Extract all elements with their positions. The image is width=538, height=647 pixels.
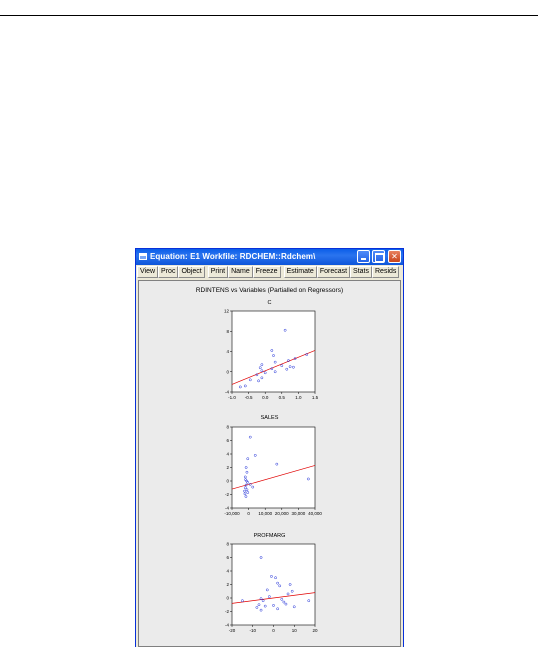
y-tick-label: -4: [224, 622, 229, 628]
x-tick-label: 10,000: [258, 511, 273, 516]
y-tick-label: 4: [226, 568, 229, 574]
forecast-button[interactable]: Forecast: [317, 266, 350, 278]
stats-button[interactable]: Stats: [350, 266, 372, 278]
x-tick-label: 0: [272, 628, 275, 633]
panel-title-sales: SALES: [260, 415, 279, 421]
print-button[interactable]: Print: [208, 266, 228, 278]
y-tick-label: -2: [224, 492, 229, 497]
y-tick-label: 4: [226, 451, 229, 457]
x-tick-label: -0.5: [244, 395, 253, 400]
freeze-button[interactable]: Freeze: [253, 266, 281, 278]
window-title: Equation: E1 Workfile: RDCHEM::Rdchem\: [150, 252, 316, 261]
x-tick-label: 20,000: [274, 511, 289, 516]
y-tick-label: 4: [226, 349, 229, 354]
x-tick-label: 0.0: [262, 395, 269, 400]
x-tick-label: 0: [247, 511, 250, 516]
y-tick-label: 12: [223, 308, 229, 314]
x-tick-label: -20: [228, 628, 236, 633]
x-tick-label: 20: [312, 628, 318, 633]
y-tick-label: 8: [226, 328, 229, 334]
y-tick-label: -2: [224, 609, 229, 614]
y-tick-label: 0: [226, 478, 229, 484]
y-tick-label: -4: [224, 505, 229, 511]
plot-frame: [232, 544, 315, 625]
window-titlebar[interactable]: [136, 249, 403, 265]
y-tick-label: 2: [226, 582, 229, 587]
top-rule: [0, 15, 538, 16]
proc-button[interactable]: Proc: [158, 266, 178, 278]
y-tick-label: 6: [226, 555, 229, 560]
y-tick-label: 0: [226, 369, 229, 375]
object-button[interactable]: Object: [178, 266, 204, 278]
y-tick-label: 6: [226, 438, 229, 443]
estimate-button[interactable]: Estimate: [284, 266, 317, 278]
y-tick-label: 8: [226, 541, 229, 547]
window-icon[interactable]: [139, 253, 147, 260]
resids-button[interactable]: Resids: [372, 266, 399, 278]
panel-title-c: C: [267, 300, 272, 306]
toolbar: [136, 265, 403, 279]
graph-area: [138, 280, 401, 647]
x-tick-label: 1.5: [311, 395, 319, 400]
name-button[interactable]: Name: [228, 266, 253, 278]
minimize-button[interactable]: [357, 250, 370, 263]
scatter-plot-c: [139, 308, 402, 428]
x-tick-label: 30,000: [291, 511, 306, 516]
scatter-plot-profmarg: [139, 541, 402, 647]
x-tick-label: -10: [249, 628, 257, 633]
close-button[interactable]: ✕: [388, 250, 401, 263]
plot-frame: [232, 311, 315, 392]
equation-window[interactable]: [135, 248, 404, 647]
y-tick-label: -4: [224, 389, 229, 395]
plot-frame: [232, 427, 315, 508]
x-tick-label: 40,000: [308, 511, 322, 516]
y-tick-label: 8: [226, 424, 229, 430]
x-tick-label: 10: [291, 628, 297, 633]
x-tick-label: -1.0: [228, 395, 236, 400]
x-tick-label: 1.0: [295, 395, 302, 400]
y-tick-label: 0: [226, 595, 229, 601]
y-tick-label: 2: [226, 465, 229, 470]
panel-title-profmarg: PROFMARG: [253, 533, 286, 539]
view-button[interactable]: View: [137, 266, 158, 278]
scatter-plot-sales: [139, 424, 402, 544]
x-tick-label: -10,000: [224, 511, 240, 516]
graph-title: RDINTENS vs Variables (Partialled on Regressors): [195, 287, 344, 294]
x-tick-label: 0.5: [278, 395, 285, 400]
maximize-button[interactable]: [372, 250, 385, 263]
